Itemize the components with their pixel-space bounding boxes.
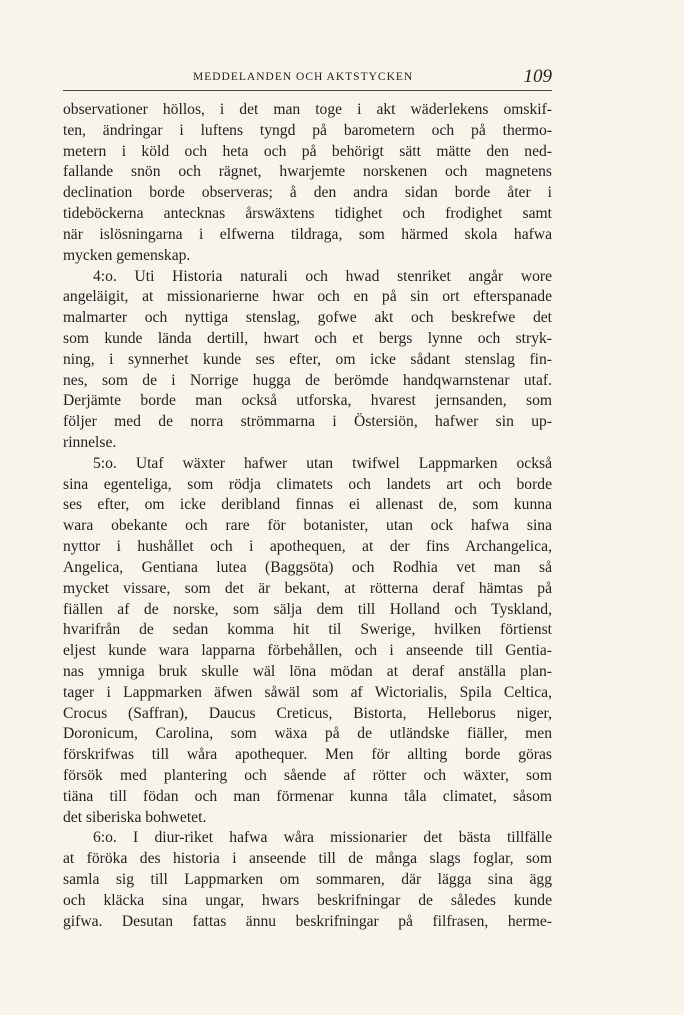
text-line: malmarter och nyttiga stenslag, gofwe akt och beskrefwe det xyxy=(63,309,552,327)
page-number: 109 xyxy=(523,66,552,87)
text-line: och kläcka sina ungar, hwars beskrifningar de således kunde xyxy=(63,891,552,909)
text-line: förskrifwas till wåra apothequer. Men för allting borde göras xyxy=(63,746,552,764)
text-line: 5:o. Utaf wäxter hafwer utan twifwel Lappmarken också xyxy=(93,454,552,472)
text-line: ning, i synnerhet kunde ses efter, om icke sådant stenslag fin- xyxy=(63,350,552,368)
text-line: följer med de norra strömmarna i Östersiön, hafwer sin up- xyxy=(63,413,552,431)
text-line: 4:o. Uti Historia naturali och hwad stenriket angår wore xyxy=(93,267,552,285)
text-line: nyttor i hushållet och i apothequen, at der fins Archangelica, xyxy=(63,538,552,556)
text-line: sina egenteliga, som rödja climatets och landets art och borde xyxy=(63,475,552,493)
text-line: metern i köld och heta och på behörigt sätt mätte den ned- xyxy=(63,142,552,160)
text-line: ten, ändringar i luftens tyngd på barometern och på thermo- xyxy=(63,121,552,139)
text-line: declination borde observeras; å den andra sidan borde åter i xyxy=(63,184,552,202)
text-line: mycken gemenskap. xyxy=(63,246,191,264)
text-line: som kunde lända dertill, hwart och et bergs lynne och stryk- xyxy=(63,329,552,347)
text-line: mycket vissare, som det är bekant, at rötterna deraf hämtas på xyxy=(63,579,552,597)
text-line: angeläigit, at missionarierne hwar och en på sin ort efterspanade xyxy=(63,288,552,306)
header-title: MEDDELANDEN OCH AKTSTYCKEN xyxy=(193,71,414,83)
text-line: 6:o. I diur-riket hafwa wåra missionarier det bästa tillfälle xyxy=(93,829,552,847)
text-line: det siberiska bohwetet. xyxy=(63,808,207,826)
text-line: Doronicum, Carolina, som wäxa på de utländske fiäller, men xyxy=(63,725,552,743)
text-line: Crocus (Saffran), Daucus Creticus, Bistorta, Helleborus niger, xyxy=(63,704,552,722)
body-text xyxy=(63,100,552,933)
text-line: rinnelse. xyxy=(63,434,117,451)
text-line: observationer höllos, i det man toge i akt wäderlekens omskif- xyxy=(63,101,552,118)
text-line: Derjämte borde man också utforska, hvarest jernsanden, som xyxy=(63,392,552,410)
text-line: at föröka des historia i anseende till de många slags foglar, som xyxy=(63,850,552,868)
text-line: samla sig till Lappmarken om sommaren, där lägga sina ägg xyxy=(63,871,552,889)
text-line: fallande snön och rägnet, hwarjemte norskenen och magnetens xyxy=(63,163,552,181)
text-line: försök med plantering och sående af rötter och wäxter, som xyxy=(63,767,552,784)
text-line: när islösningarna i elfwerna tildraga, som härmed skola hafwa xyxy=(63,225,552,243)
text-line: gifwa. Desutan fattas ännu beskrifningar på filfrasen, herme- xyxy=(63,912,552,930)
text-line: tideböckerna antecknas årswäxtens tidighet och frodighet samt xyxy=(63,205,552,223)
text-line: fiällen af de norske, som sälja dem till Holland och Tyskland, xyxy=(63,600,552,618)
running-header xyxy=(63,66,552,91)
text-line: nes, som de i Norrige hugga de berömde handqwarnstenar utaf. xyxy=(63,371,552,389)
text-line: Angelica, Gentiana lutea (Baggsöta) och Rodhia vet man så xyxy=(63,558,552,576)
text-line: hvarifrån de sedan komma hit til Swerige, hvilken förtienst xyxy=(63,621,552,639)
text-line: nas ymniga bruk skulle wäl löna mödan at deraf anställa plan- xyxy=(63,662,552,680)
text-line: eljest kunde wara lapparna förbehållen, och i anseende till Gentia- xyxy=(63,642,552,660)
text-line: wara obekante och rare för botanister, utan ock hafwa sina xyxy=(63,517,552,535)
text-line: ses efter, om icke deribland finnas ei allenast de, som kunna xyxy=(63,496,552,514)
text-line: tager i Lappmarken äfwen såwäl som af Wictorialis, Spila Celtica, xyxy=(63,683,552,701)
text-line: tiäna till födan och man förmenar kunna tåla climatet, såsom xyxy=(63,787,552,805)
